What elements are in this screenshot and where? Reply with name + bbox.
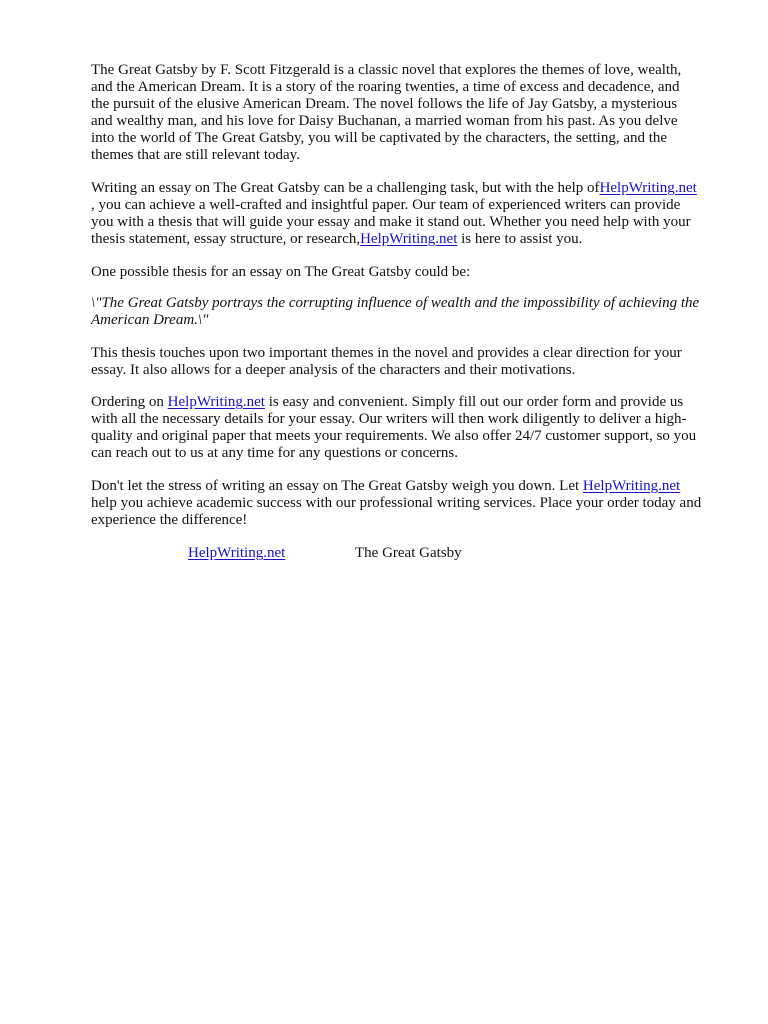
paragraph-closing-text: Don't let the stress of writing an essay on The Great Gatsby weigh you down. Let: [91, 478, 583, 494]
footer-helpwriting-link[interactable]: HelpWriting.net: [188, 545, 286, 561]
paragraph-help-line: , you can achieve a well-crafted and insightful paper. Our team of experienced writers can provide: [91, 197, 681, 213]
paragraph-help-line: [91, 180, 697, 197]
thesis-quote-line: American Dream.\": [91, 312, 209, 328]
paragraph-ordering-line: can reach out to us at any time for any questions or concerns.: [91, 445, 458, 461]
paragraph-ordering-line: with all the necessary details for your essay. Our writers will then work diligently to deliver a high-: [91, 411, 687, 427]
paragraph-intro-line: themes that are still relevant today.: [91, 147, 300, 163]
thesis-intro-line: One possible thesis for an essay on The Great Gatsby could be:: [91, 264, 471, 280]
paragraph-help-line: [91, 231, 582, 248]
paragraph-ordering-text: is easy and convenient. Simply fill out our order form and provide us: [264, 394, 684, 410]
paragraph-intro-line: into the world of The Great Gatsby, you will be captivated by the characters, the setting, and the: [91, 130, 668, 146]
paragraph-closing-line: [91, 478, 680, 495]
paragraph-ordering-text: Ordering on: [91, 394, 168, 410]
helpwriting-link[interactable]: HelpWriting.net: [360, 231, 458, 247]
helpwriting-link[interactable]: HelpWriting.net: [582, 478, 681, 494]
paragraph-help-line: you with a thesis that will guide your essay and make it stand out. Whether you need help with your: [91, 214, 691, 230]
helpwriting-link[interactable]: HelpWriting.net: [167, 394, 265, 410]
paragraph-ordering-line: quality and original paper that meets your requirements. We also offer 24/7 customer support, so you: [91, 428, 697, 444]
paragraph-intro-line: and the American Dream. It is a story of the roaring twenties, a time of excess and decadence, and: [91, 79, 680, 95]
paragraph-help-text: is here to assist you.: [457, 231, 583, 247]
footer-title: The Great Gatsby: [355, 545, 462, 561]
paragraph-intro-line: and wealthy man, and his love for Daisy Buchanan, a married woman from his past. As you delve: [91, 113, 678, 129]
paragraph-closing-line: help you achieve academic success with our professional writing services. Place your order today and: [91, 495, 702, 511]
paragraph-analysis-line: essay. It also allows for a deeper analysis of the characters and their motivations.: [91, 362, 576, 378]
paragraph-ordering-line: [91, 394, 683, 411]
helpwriting-link[interactable]: HelpWriting.net: [599, 180, 697, 196]
paragraph-closing-line: experience the difference!: [91, 512, 248, 528]
paragraph-intro-line: the pursuit of the elusive American Dream. The novel follows the life of Jay Gatsby, a mysterious: [91, 96, 678, 112]
paragraph-help-text: Writing an essay on The Great Gatsby can be a challenging task, but with the help of: [91, 180, 600, 196]
paragraph-intro-line: The Great Gatsby by F. Scott Fitzgerald is a classic novel that explores the themes of love, wealth,: [91, 62, 682, 78]
thesis-quote-line: \"The Great Gatsby portrays the corrupting influence of wealth and the impossibility of achieving the: [91, 295, 700, 311]
paragraph-analysis-line: This thesis touches upon two important themes in the novel and provides a clear direction for your: [91, 345, 682, 361]
paragraph-help-text: thesis statement, essay structure, or research,: [91, 231, 361, 247]
